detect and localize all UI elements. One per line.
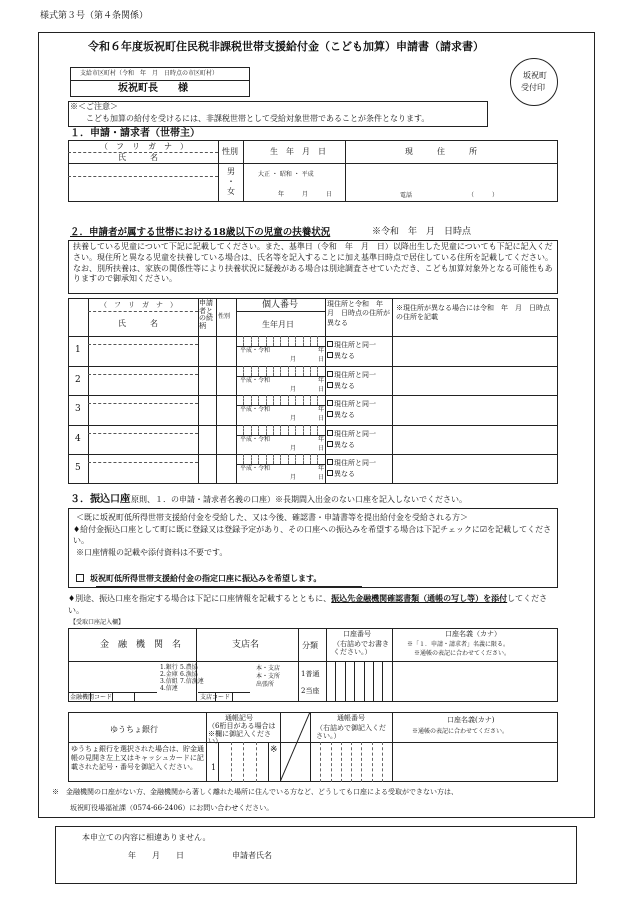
form-number: 様式第３号（第４条関係）: [40, 11, 149, 21]
child-birth-day: 日: [318, 356, 325, 363]
other-account-text: [68, 592, 556, 617]
child-same-address-option[interactable]: [327, 341, 376, 349]
child-row-number: 1: [75, 345, 81, 355]
child-same-address-option[interactable]: [327, 459, 376, 467]
child-birth-year: 年: [318, 347, 325, 354]
yucho-divider-slash: [280, 712, 310, 782]
s2-sex-header: 性別: [218, 313, 231, 320]
addressee-name: 坂祝町長 様: [118, 83, 188, 94]
bank-code-label: 金融機関コード: [70, 694, 113, 701]
holder-sub2: ※通帳の表記に合わせてください。: [414, 650, 511, 657]
symbol-mark: ※: [270, 745, 278, 755]
diff-label: 異なる: [334, 470, 355, 478]
yucho-holder: 口座名義(カナ): [447, 716, 495, 724]
other-link: 振込先金融機関確認書類（通帳の写し等）を添付: [331, 593, 508, 603]
section3-title: ３．振込口座: [70, 494, 130, 505]
type2: 2当座: [301, 687, 320, 695]
diff-label: 異なる: [334, 352, 355, 360]
s2-relation-header: 申請者との続柄: [199, 299, 213, 331]
type1: 1普通: [301, 670, 320, 678]
child-same-address-option[interactable]: [327, 400, 376, 408]
diff-label: 異なる: [334, 440, 355, 449]
child-birth-day: 日: [318, 385, 325, 393]
other-text: ♦別途、振込口座を指定する場合は下記に口座情報を記載するとともに、: [68, 594, 332, 603]
child-diff-address-option[interactable]: [327, 411, 355, 419]
s2-name-header: 氏 名: [118, 319, 158, 328]
existing-account-checkbox[interactable]: [76, 574, 321, 583]
child-birth-year: 年: [318, 435, 325, 443]
child-row-number: 5: [75, 463, 81, 473]
same-label: 現住所と同一: [334, 459, 376, 467]
s1-address-header: 現 住 所: [405, 147, 477, 156]
child-same-address-option[interactable]: [327, 371, 376, 379]
box-line1: ＜既に坂祝町低所得世帯支援給付金を受給した、又は今後、確認書・申請書等を提出給付金を受給される方＞: [76, 513, 468, 522]
bank-type: 1.銀行: [160, 664, 178, 671]
section1-title: １．申請・請求者（世帯主）: [70, 128, 200, 139]
yucho-desc: ゆうちょ銀行を選択された場合は、貯金通帳の見開き左上又はキャッシュカードに記載された記号・番号を御記入ください。: [71, 745, 204, 771]
child-row-number: 2: [75, 374, 81, 385]
s1-birth-header: 生 年 月 日: [270, 147, 326, 156]
branch-type: 本・支所: [256, 673, 281, 680]
same-label: 現住所と同一: [334, 429, 376, 438]
section2-title: ２．申請者が属する世帯における18歳以下の児童の扶養状況: [70, 227, 331, 238]
s1-sex-header: 性別: [222, 147, 238, 156]
s1-male: 男: [227, 167, 235, 176]
section2-date: ※令和 年 月 日時点: [372, 227, 472, 237]
bank-header: 金 融 機 関 名: [100, 640, 182, 650]
child-row-number: 4: [75, 433, 81, 444]
child-diff-address-option[interactable]: [327, 352, 355, 360]
bank-type: 2.金庫: [160, 671, 178, 678]
child-birth-year: 年: [318, 376, 325, 384]
child-diff-address-option[interactable]: [327, 382, 355, 390]
child-birth-year: 年: [318, 406, 325, 413]
s1-female: 女: [227, 187, 235, 196]
number-header: 通帳番号: [337, 714, 365, 722]
s2-other-header: ※現住所が異なる場合には令和 年 月 日時点の住所を記載: [396, 304, 550, 322]
other-tail: してください。: [68, 594, 548, 615]
declaration-signer: 申請者氏名: [232, 851, 272, 860]
type-header: 分類: [302, 641, 318, 650]
footer-note-line2: 坂祝町役場福祉課（0574-66-2406）にお問い合わせください。: [70, 804, 274, 812]
checkbox-label: 坂祝町低所得世帯支援給付金の指定口座に振込みを希望します。: [90, 573, 322, 583]
box-line2: ♦給付金振込口座として町に既に登録又は登録予定があり、その口座への振込みを希望する場合は下記チェックに☑を記載してください。: [73, 525, 552, 545]
notice-heading: ※＜ご注意＞: [70, 102, 118, 111]
box-line3: ※口座情報の記載や添付資料は不要です。: [76, 548, 228, 557]
s1-furigana-header: （ フ リ ガ ナ ）: [100, 142, 188, 151]
holder-sub1: ※「１．申請・請求者」名義に限る。: [407, 641, 510, 648]
diff-label: 異なる: [334, 411, 355, 419]
bank-type: 4.信連: [160, 685, 178, 692]
bank-type: 7.信漁連: [180, 678, 204, 685]
stamp-line1: 坂祝町: [523, 71, 547, 80]
child-birth-month: 月: [290, 356, 297, 363]
symbol-one: 1: [211, 763, 217, 772]
child-birth-era: 平成・令和: [240, 465, 271, 472]
s2-mynumber-header: 個人番号: [262, 300, 299, 310]
child-birth-day: 日: [318, 474, 325, 481]
child-birth-day: 日: [318, 444, 325, 452]
symbol-sub: （6桁目がある場合は※欄に御記入ください）: [208, 722, 276, 746]
footer-note-line1: ※ 金融機関の口座がない方、金融機関から著しく離れた場所に住んでいる方など、どうしても口座による受取ができない方は、: [52, 788, 458, 796]
s2-birth-header: 生年月日: [262, 320, 294, 329]
stamp-line2: 受付印: [521, 83, 545, 92]
same-label: 現住所と同一: [334, 400, 376, 408]
child-birth-month: 月: [290, 415, 297, 422]
s2-furigana-header: （ フ リ ガ ナ ）: [100, 301, 177, 309]
same-label: 現住所と同一: [334, 341, 376, 349]
holder-header: 口座名義（カナ）: [445, 630, 501, 638]
branch-header: 支店名: [232, 640, 260, 650]
branch-type: 本・支店: [256, 665, 281, 672]
reception-stamp: [510, 58, 558, 106]
s2-same-header: 現住所と令和 年 月 日時点の住所が異なる: [327, 300, 390, 327]
same-label: 現住所と同一: [334, 370, 376, 379]
child-birth-era: 平成・令和: [240, 376, 271, 384]
s1-dot: ・: [227, 177, 235, 186]
child-birth-era: 平成・令和: [240, 406, 271, 413]
bank-type: 5.農協: [180, 664, 198, 671]
branch-type: 出張所: [256, 681, 275, 688]
child-birth-era: 平成・令和: [240, 347, 271, 354]
recv-label: 【受取口座記入欄】: [70, 619, 125, 626]
child-same-address-option[interactable]: [327, 430, 376, 438]
child-row-number: 3: [75, 404, 81, 414]
declaration-text: 本申立ての内容に相違ありません。: [82, 833, 211, 842]
s1-phone: 電話: [400, 192, 413, 199]
child-birth-month: 月: [290, 444, 297, 452]
child-diff-address-option[interactable]: [327, 470, 355, 478]
symbol-header: 通帳記号: [225, 714, 253, 722]
section2-instructions: 扶養している児童について下記に記載してください。また、基準日（令和 年 月 日）以降出生した児童についても下記に記入ください。現住所と異なる児童を扶養している場合は、氏名等を記入することに加え基準日時点で居住している住所を記載してください。なお、別所扶養は、家族の関係性等により扶養状況に疑義がある場合は別途調査させていただき、こども加算対象外となる可能性もありますので御承知ください。: [73, 242, 553, 284]
child-birth-day: 日: [318, 415, 325, 422]
child-birth-month: 月: [290, 474, 297, 481]
s1-phone-parens: （ ）: [468, 192, 499, 199]
s1-name-header: 氏 名: [118, 153, 158, 162]
section3-subtitle: （原則、１．の申請・請求者名義の口座）※長期間入出金のない口座を記入しないでください。: [123, 495, 467, 504]
branch-code-label: 支店コード: [200, 694, 231, 701]
child-birth-year: 年: [318, 465, 325, 472]
declaration-date: 年 月 日: [128, 851, 184, 860]
form-title: 令和６年度坂祝町住民税非課税世帯支援給付金（こども加算）申請書（請求書）: [88, 40, 484, 53]
number-sub: （右詰めで御記入ください。）: [316, 724, 386, 741]
child-diff-address-option[interactable]: [327, 441, 355, 449]
bank-type: 3.信組: [160, 678, 178, 685]
s1-eras: 大正 ・ 昭和 ・ 平成: [258, 171, 314, 178]
bank-type: 6.漁協: [180, 671, 198, 678]
diff-label: 異なる: [334, 381, 355, 390]
account-header: 口座番号: [343, 630, 371, 638]
addressee-header: 支給市区町村（令和 年 月 日時点の市区町村）: [80, 70, 219, 77]
account-sub: （右詰めでお書きください。）: [333, 640, 389, 657]
child-birth-era: 平成・令和: [240, 435, 271, 443]
yucho-holder-sub: ※通帳の表記に合わせてください。: [412, 728, 509, 735]
notice-text: こども加算の給付を受けるには、非課税世帯として受給対象世帯であることが条件となります。: [86, 114, 430, 123]
yucho-header: ゆうちょ銀行: [110, 725, 158, 734]
s1-ymd: 年 月 日: [278, 191, 333, 198]
child-birth-month: 月: [290, 385, 297, 393]
